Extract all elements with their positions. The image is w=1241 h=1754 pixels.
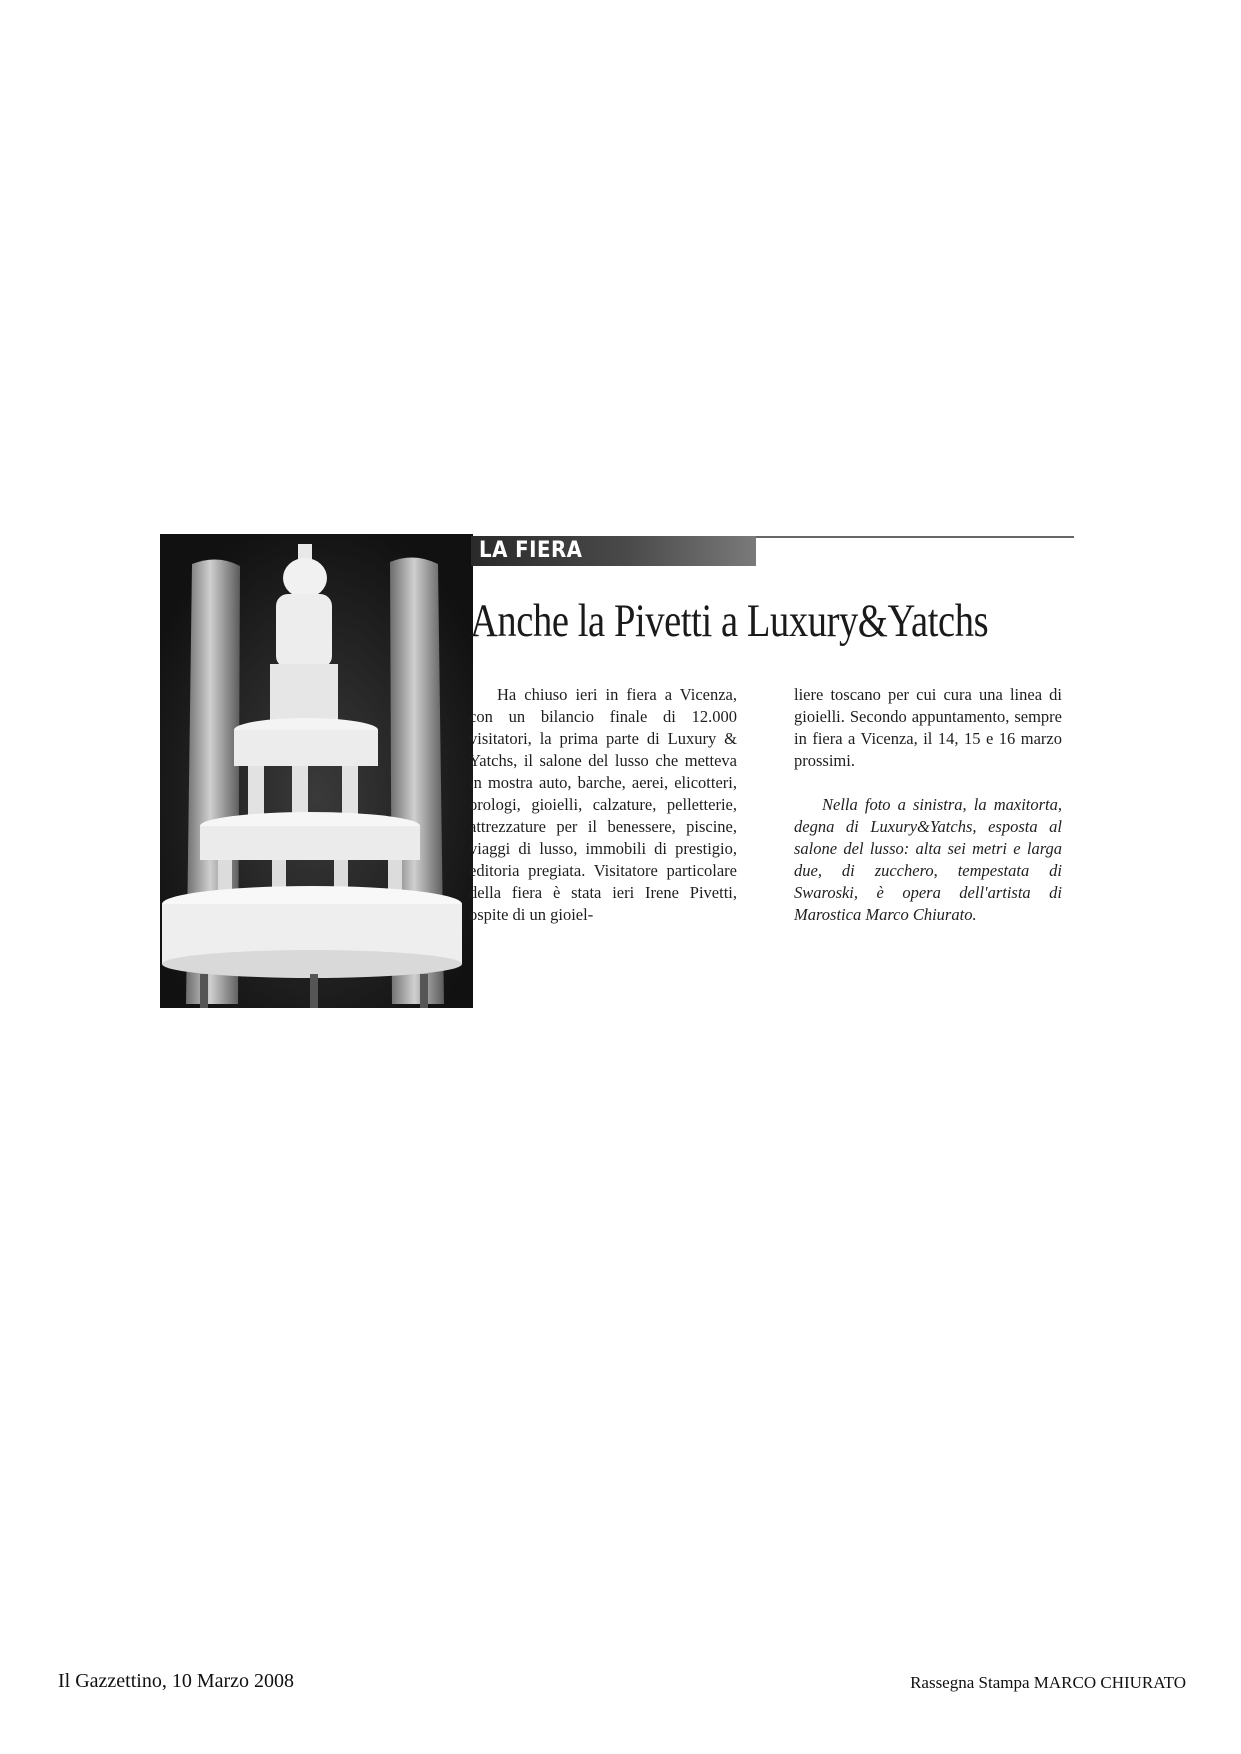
- article-photo: [160, 534, 473, 1008]
- header-rule: [756, 536, 1074, 538]
- headline: Anche la Pivetti a Luxury&Yatchs: [470, 595, 989, 647]
- article-body-paragraph-2: liere toscano per cui cura una linea di gioielli. Secondo appuntamento, sempre in fiera a Vicenza, il 14, 15 e 16 marzo prossimi.: [794, 685, 1062, 770]
- cake-sculpture-image: [160, 534, 473, 1008]
- section-label: LA FIERA: [479, 538, 583, 563]
- footer-source: Il Gazzettino, 10 Marzo 2008: [58, 1670, 295, 1692]
- photo-caption: Nella foto a sinistra, la maxitorta, degna di Luxury&Yatchs, esposta al salone del lusso: alta sei metri e larga due, di zucchero, tempestata di Swaroski, è opera dell'artista di Marostica Marco Chiurato.: [794, 795, 1062, 924]
- article-column-1: [469, 684, 737, 926]
- article-column-2: [794, 684, 1062, 926]
- footer-collection: Rassegna Stampa MARCO CHIURATO: [910, 1673, 1186, 1692]
- article-body-paragraph-1: Ha chiuso ieri in fiera a Vicenza, con un bilancio finale di 12.000 visitatori, la prima parte di Luxury & Yatchs, il salone del lusso che metteva in mostra auto, barche, aerei, elicotteri, orologi, gioielli, calzature, pelletterie, attrezzature per il benessere, piscine, viaggi di lusso, immobili di prestigio, editoria pregiata. Visitatore particolare della fiera è stata ieri Irene Pivetti, ospite di un gioiel-: [469, 685, 737, 924]
